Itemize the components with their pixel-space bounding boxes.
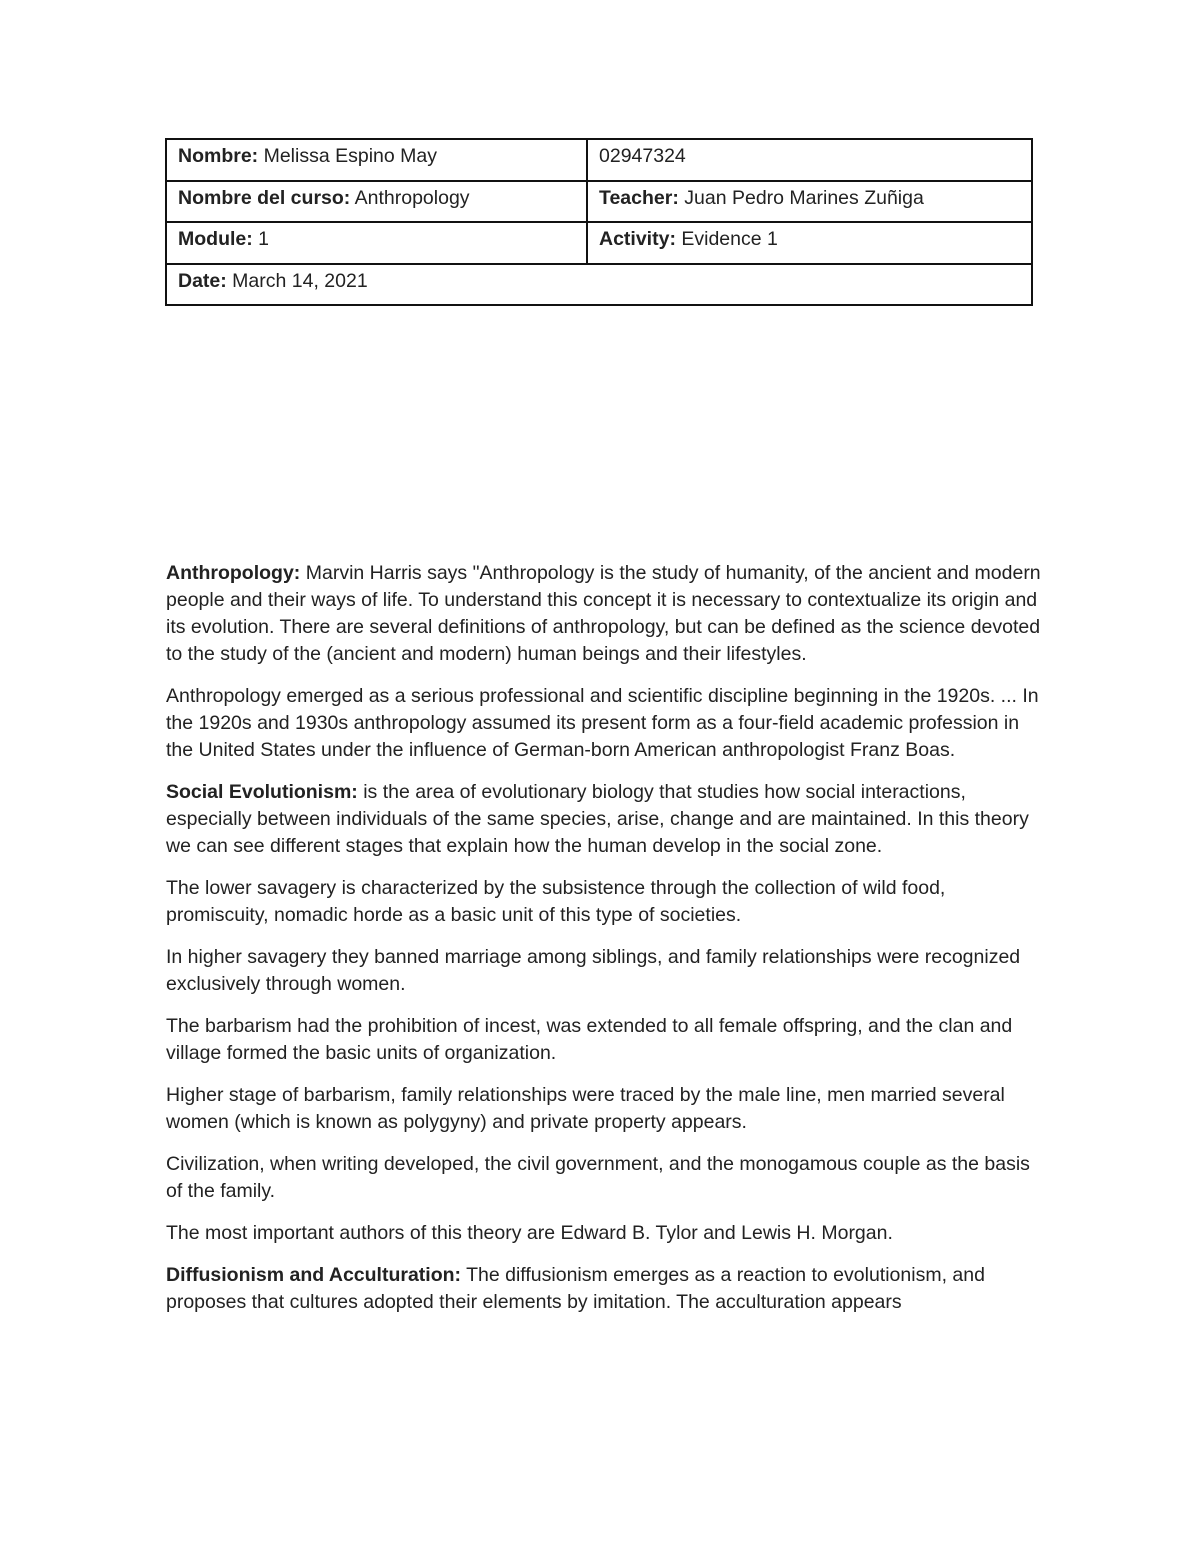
paragraph-diffusionism (166, 1262, 1046, 1316)
paragraph-history: Anthropology emerged as a serious professional and scientific discipline beginning in the 1920s. ... In the 1920s and 1930s anthropology assumed its present form as a four-field academic profession in the United States under the influence of German-born American anthropologist Franz Boas. (166, 685, 1039, 761)
date-cell (166, 264, 1032, 306)
module-label: Module: (178, 228, 253, 250)
course-label: Nombre del curso: (178, 186, 351, 209)
course-value: Anthropology (350, 186, 470, 209)
student-info-table (165, 138, 1033, 306)
student-id-value: 02947324 (599, 145, 686, 167)
paragraph-anthropology (166, 560, 1046, 668)
anthropology-heading: Anthropology: (166, 562, 301, 584)
date-value: March 14, 2021 (226, 269, 368, 292)
name-value: Melissa Espino May (258, 145, 437, 167)
anthropology-text: Marvin Harris says "Anthropology is the study of humanity, of the ancient and modern people and their ways of life. To understand this concept it is necessary to contextualize its origin and its evolution. There are several definitions of anthropology, but can be defined as the science devoted to the study of the (ancient and modern) human beings and their lifestyles. (166, 562, 1041, 665)
table-row (166, 181, 1032, 223)
teacher-cell (587, 181, 1032, 223)
module-cell (166, 222, 587, 264)
paragraph-higher-barbarism: Higher stage of barbarism, family relationships were traced by the male line, men married several women (which is known as polygyny) and private property appears. (166, 1084, 1005, 1133)
student-id-cell (587, 139, 1032, 181)
teacher-label: Teacher: (599, 186, 679, 209)
social-evolutionism-text: is the area of evolutionary biology that studies how social interactions, especially between individuals of the same species, arise, change and are maintained. In this theory we can see different stages that explain how the human develop in the social zone. (166, 781, 1029, 857)
date-label: Date: (178, 269, 227, 292)
module-value: 1 (252, 228, 269, 250)
name-label: Nombre: (178, 145, 259, 167)
course-cell (166, 181, 587, 223)
paragraph-civilization: Civilization, when writing developed, the civil government, and the monogamous couple as the basis of the family. (166, 1153, 1030, 1202)
paragraph-social-evolutionism (166, 779, 1046, 860)
name-cell (166, 139, 587, 181)
paragraph-lower-savagery: The lower savagery is characterized by the subsistence through the collection of wild food, promiscuity, nomadic horde as a basic unit of this type of societies. (166, 877, 946, 926)
table-row (166, 222, 1032, 264)
table-row (166, 139, 1032, 181)
activity-label: Activity: (599, 228, 676, 250)
table-row (166, 264, 1032, 306)
activity-cell (587, 222, 1032, 264)
paragraph-barbarism: The barbarism had the prohibition of incest, was extended to all female offspring, and the clan and village formed the basic units of organization. (166, 1015, 1013, 1064)
social-evolutionism-heading: Social Evolutionism: (166, 781, 358, 803)
paragraph-authors: The most important authors of this theory are Edward B. Tylor and Lewis H. Morgan. (166, 1222, 893, 1244)
document-body (166, 560, 1046, 1331)
paragraph-higher-savagery: In higher savagery they banned marriage among siblings, and family relationships were recognized exclusively through women. (166, 946, 1021, 995)
activity-value: Evidence 1 (675, 228, 778, 250)
diffusionism-heading: Diffusionism and Acculturation: (166, 1264, 462, 1286)
teacher-value: Juan Pedro Marines Zuñiga (678, 186, 924, 209)
diffusionism-text: The diffusionism emerges as a reaction to evolutionism, and proposes that cultures adopted their elements by imitation. The acculturation appears (166, 1264, 985, 1313)
